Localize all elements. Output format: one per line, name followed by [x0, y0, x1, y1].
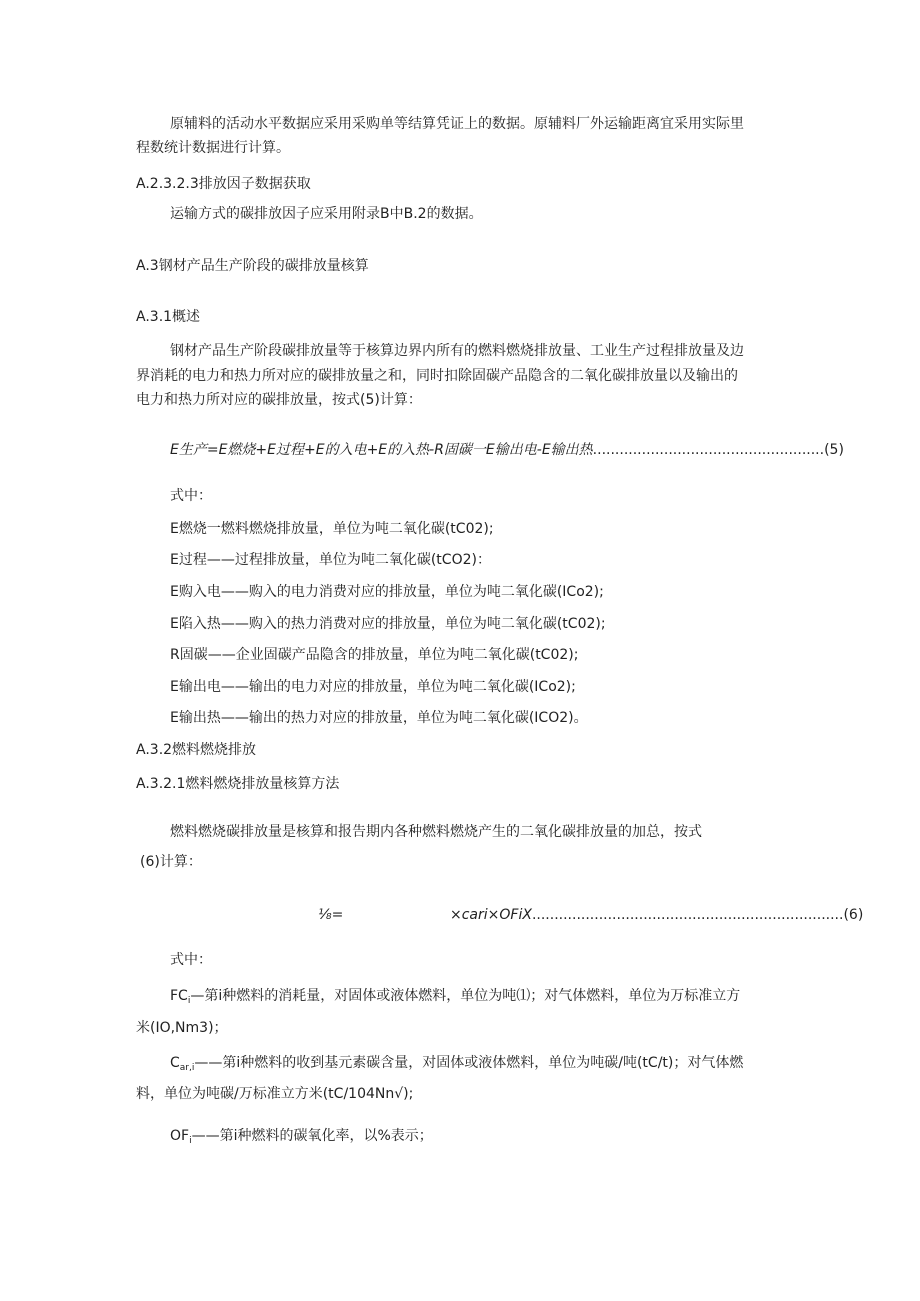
- paragraph-line: 钢材产品生产阶段碳排放量等于核算边界内所有的燃料燃烧排放量、工业生产过程排放量及边: [170, 343, 744, 359]
- symbol-subscript: i: [189, 1136, 192, 1146]
- formula-6-expression: ×cari×OFiX: [450, 907, 532, 923]
- paragraph-line: 界消耗的电力和热力所对应的碳排放量之和，同时扣除固碳产品隐含的二氧化碳排放量以及输出的: [136, 368, 738, 384]
- definition-line: R固碳——企业固碳产品隐含的排放量，单位为吨二氧化碳(tC02);: [170, 647, 579, 663]
- where-label: 式中：: [170, 488, 212, 504]
- symbol: C: [170, 1055, 180, 1071]
- definition-text: ——第i种燃料的收到基元素碳含量，对固体或液体燃料，单位为吨碳/吨(tC/t)；对气体燃: [194, 1055, 744, 1071]
- section-heading: A.3.2.1燃料燃烧排放量核算方法: [136, 776, 340, 792]
- definition-line: E输出电——输出的电力对应的排放量，单位为吨二氧化碳(ICo2);: [170, 679, 576, 695]
- formula-5: [170, 440, 844, 460]
- definition-text: —第i种燃料的消耗量，对固体或液体燃料，单位为吨⑴；对气体燃料，单位为万标准立方: [190, 988, 741, 1004]
- definition-line: E陷入热——购入的热力消费对应的排放量，单位为吨二氧化碳(tC02);: [170, 616, 606, 632]
- symbol: OF: [170, 1128, 190, 1144]
- section-heading: A.2.3.2.3排放因子数据获取: [136, 176, 311, 192]
- paragraph-line: (6)计算：: [140, 854, 202, 870]
- formula-5-number: ....................................................(5): [592, 442, 844, 458]
- definition-fc: [170, 986, 740, 1011]
- definition-continuation: 料，单位为吨碳/万标准立方米(tC/104Nn√);: [136, 1086, 414, 1102]
- definition-line: E购入电——购入的电力消费对应的排放量，单位为吨二氧化碳(ICo2);: [170, 584, 604, 600]
- definition-car: [170, 1053, 743, 1078]
- section-heading: A.3.2燃料燃烧排放: [136, 742, 257, 758]
- symbol-subscript: ar,i: [179, 1063, 195, 1073]
- section-heading: A.3.1概述: [136, 309, 201, 325]
- definition-line: E过程——过程排放量，单位为吨二氧化碳(tCO2)：: [170, 552, 491, 568]
- paragraph-line: 运输方式的碳排放因子应采用附录B中B.2的数据。: [170, 206, 483, 222]
- symbol: FC: [170, 988, 188, 1004]
- formula-5-expression: E生产=E燃烧+E过程+E的入电+E的入热-R固碳一E输出电-E输出热: [170, 442, 593, 458]
- definition-continuation: 米(IO,Nm3)；: [136, 1020, 228, 1036]
- paragraph-line: 电力和热力所对应的碳排放量，按式(5)计算：: [136, 392, 422, 408]
- definition-line: E燃烧一燃料燃烧排放量，单位为吨二氧化碳(tC02);: [170, 521, 494, 537]
- formula-6-left: ⅛=: [318, 907, 344, 923]
- where-label: 式中：: [170, 952, 212, 968]
- definition-text: ——第i种燃料的碳氧化率，以%表示；: [191, 1128, 433, 1144]
- symbol-subscript: i: [187, 996, 191, 1006]
- formula-6-number: ......................................................................(6): [531, 907, 864, 923]
- definition-line: E输出热——输出的热力对应的排放量，单位为吨二氧化碳(ICO2)。: [170, 710, 588, 726]
- paragraph-line: 燃料燃烧碳排放量是核算和报告期内各种燃料燃烧产生的二氧化碳排放量的加总，按式: [170, 824, 702, 840]
- paragraph-line: 原辅料的活动水平数据应采用采购单等结算凭证上的数据。原辅料厂外运输距离宜采用实际里: [170, 116, 744, 132]
- formula-6: [450, 905, 863, 925]
- definition-of: [170, 1126, 433, 1151]
- section-heading: A.3钢材产品生产阶段的碳排放量核算: [136, 258, 369, 274]
- paragraph-line: 程数统计数据进行计算。: [136, 140, 290, 156]
